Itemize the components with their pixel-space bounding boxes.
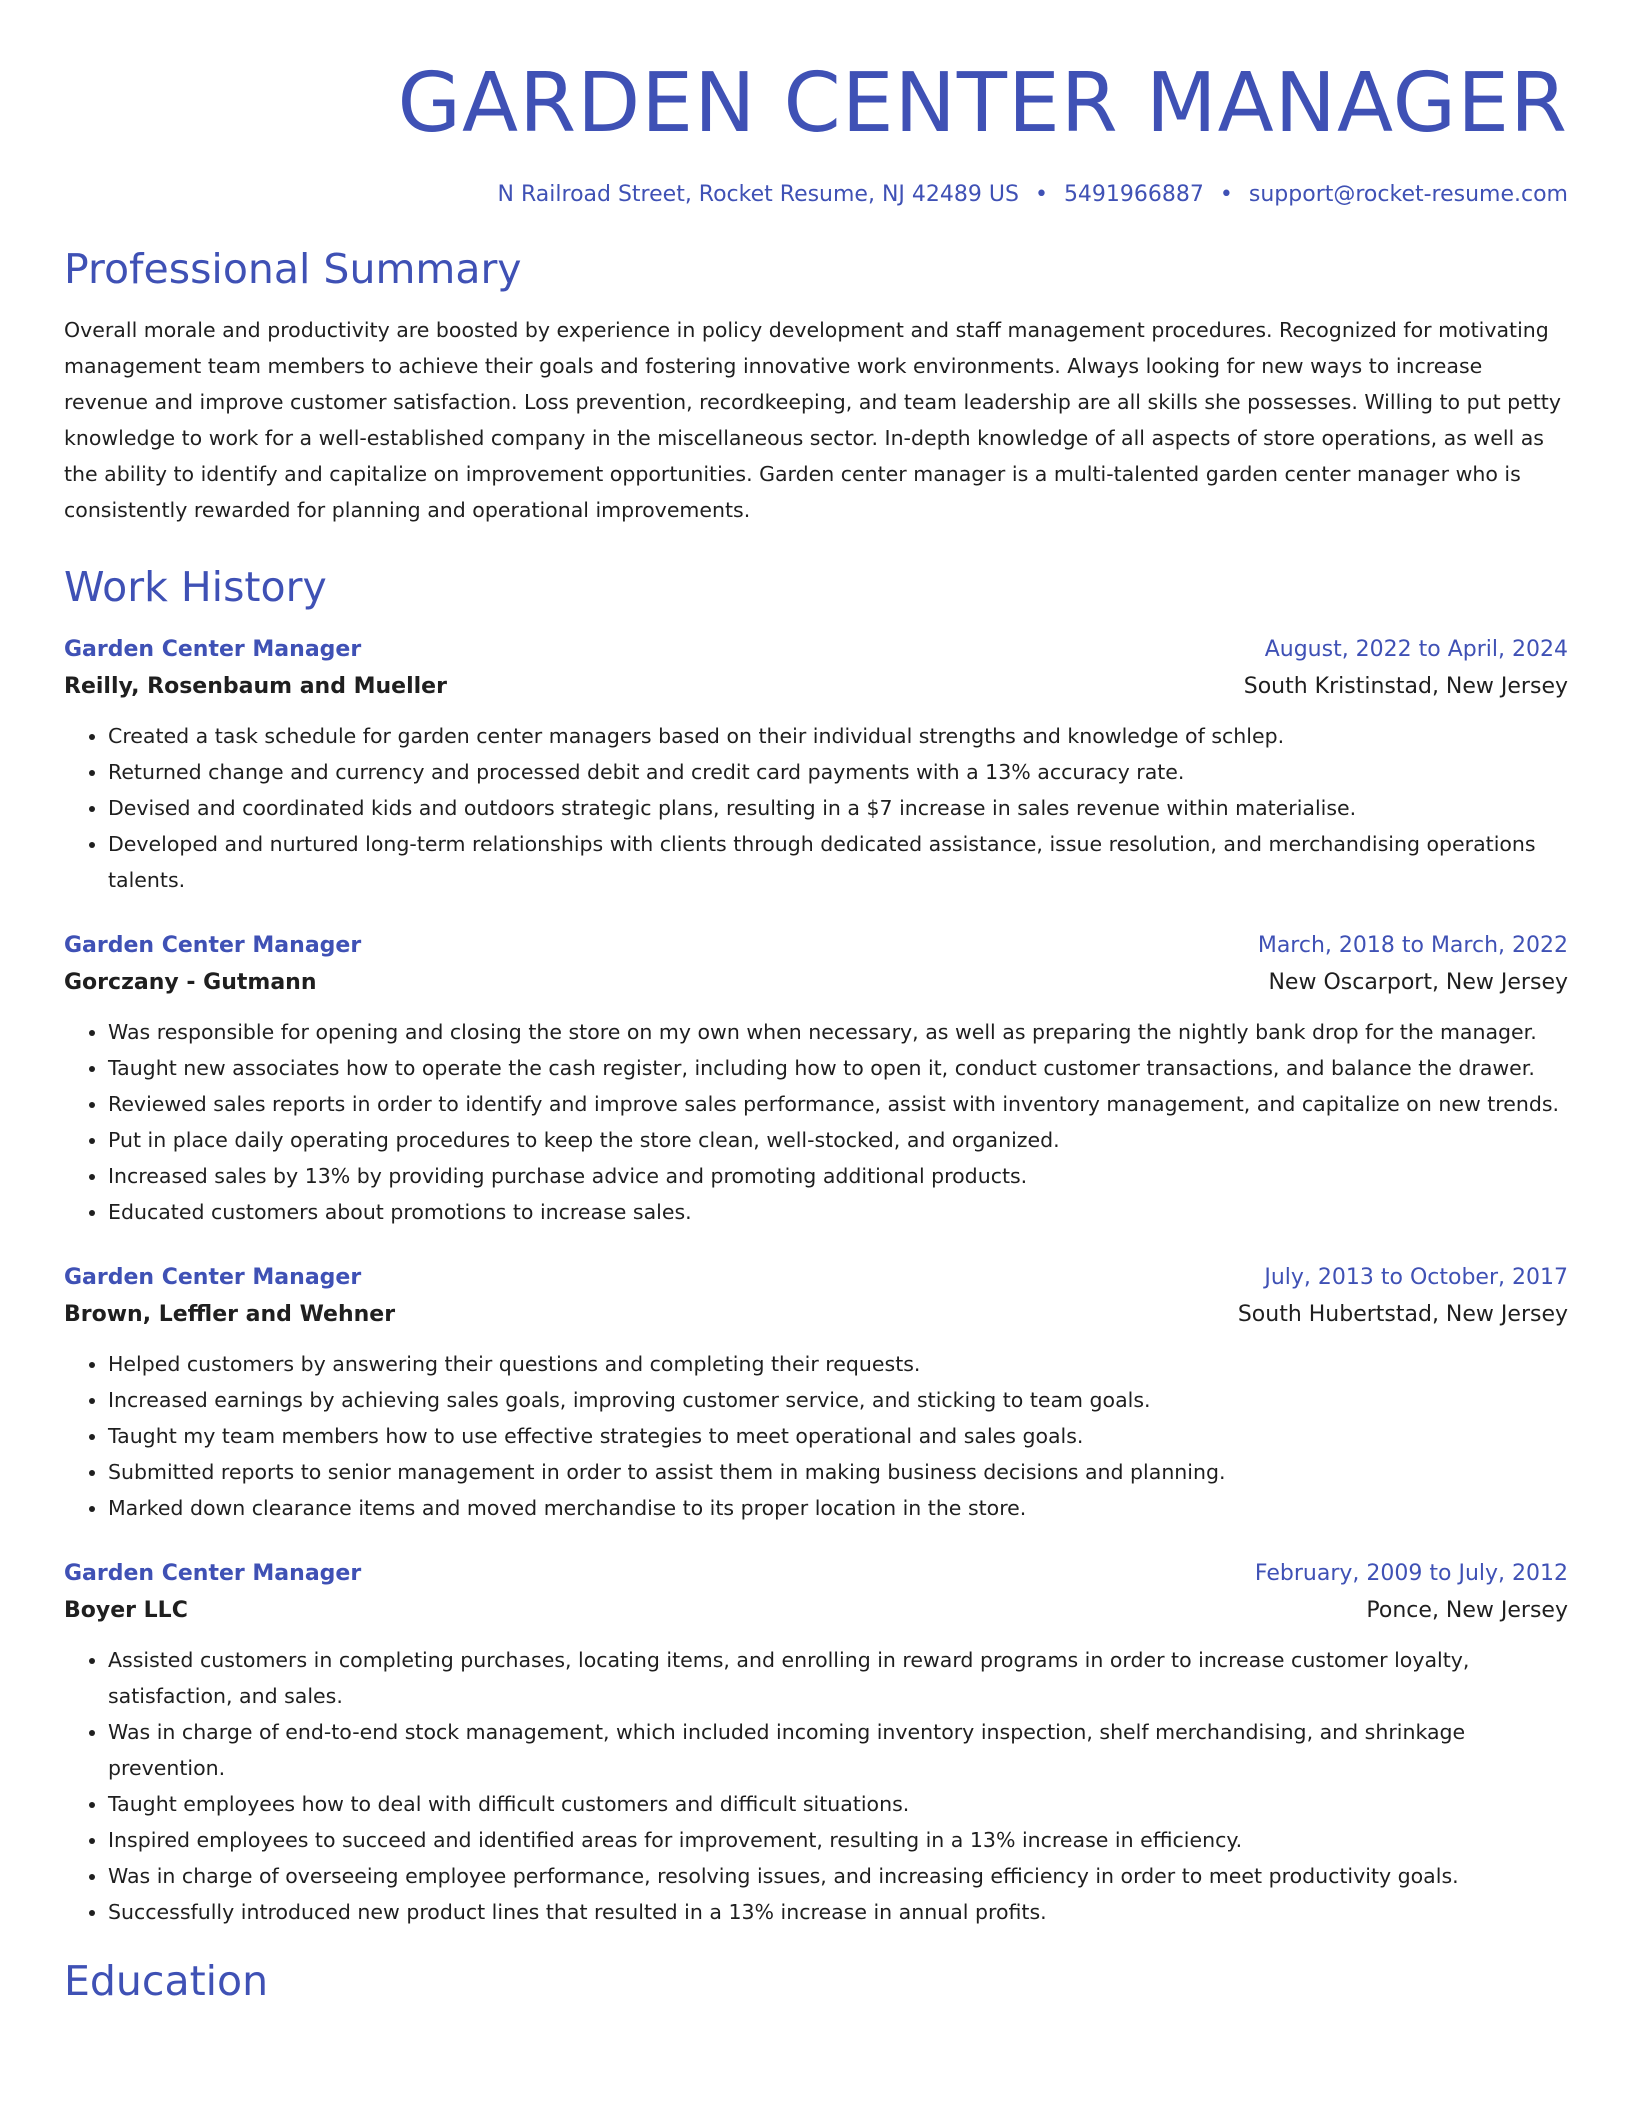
education-heading: Education xyxy=(64,1957,269,2005)
job-bullets xyxy=(64,1642,1568,1930)
job-bullet: • Increased sales by 13% by providing purchase advice and promoting additional products. xyxy=(108,1158,1568,1194)
job-bullet: • Was in charge of end-to-end stock management, which included incoming inventory inspection, shelf merchandising, and shrinkage prevention. xyxy=(108,1714,1568,1786)
job-header-row xyxy=(64,928,1568,964)
contact-separator: • xyxy=(1219,182,1233,207)
job-company-row xyxy=(64,964,1568,1002)
job-bullets xyxy=(64,1346,1568,1526)
job-bullet: • Inspired employees to succeed and identified areas for improvement, resulting in a 13% increase in efficiency. xyxy=(108,1822,1568,1858)
job-title: Garden Center Manager xyxy=(64,637,362,662)
job-bullet: • Devised and coordinated kids and outdoors strategic plans, resulting in a $7 increase in sales revenue within materialise. xyxy=(108,790,1568,826)
work-history-heading: Work History xyxy=(64,563,327,611)
job-bullets xyxy=(64,718,1568,898)
job-entry xyxy=(64,1556,1568,1930)
job-bullet: • Successfully introduced new product lines that resulted in a 13% increase in annual profits. xyxy=(108,1894,1568,1930)
job-location: South Hubertstad, New Jersey xyxy=(1237,1302,1568,1327)
job-company-row xyxy=(64,668,1568,706)
job-bullet: • Educated customers about promotions to increase sales. xyxy=(108,1194,1568,1230)
job-dates: July, 2013 to October, 2017 xyxy=(1264,1265,1568,1290)
job-header-row xyxy=(64,1556,1568,1592)
job-dates: February, 2009 to July, 2012 xyxy=(1254,1561,1568,1586)
job-bullet: • Submitted reports to senior management in order to assist them in making business decisions and planning. xyxy=(108,1454,1568,1490)
job-header-row xyxy=(64,1260,1568,1296)
job-location: New Oscarport, New Jersey xyxy=(1268,970,1568,995)
job-title: Garden Center Manager xyxy=(64,1265,362,1290)
job-bullet: • Assisted customers in completing purchases, locating items, and enrolling in reward programs in order to increase customer loyalty, satisfaction, and sales. xyxy=(108,1642,1568,1714)
job-bullet: • Reviewed sales reports in order to identify and improve sales performance, assist with inventory management, and capitalize on new trends. xyxy=(108,1086,1568,1122)
job-bullet: • Taught new associates how to operate the cash register, including how to open it, conduct customer transactions, and balance the drawer. xyxy=(108,1050,1568,1086)
job-bullet: • Was in charge of overseeing employee performance, resolving issues, and increasing efficiency in order to meet productivity goals. xyxy=(108,1858,1568,1894)
job-bullet: • Put in place daily operating procedures to keep the store clean, well-stocked, and organized. xyxy=(108,1122,1568,1158)
resume-name: GARDEN CENTER MANAGER xyxy=(397,56,1568,151)
job-location: Ponce, New Jersey xyxy=(1366,1598,1568,1623)
contact-address: N Railroad Street, Rocket Resume, NJ 42489 US xyxy=(497,182,1019,207)
job-company: Brown, Leffler and Wehner xyxy=(64,1302,396,1327)
summary-text: Overall morale and productivity are boosted by experience in policy development and staff management procedures. Recognized for motivating management team members to achieve their goals and fostering innovative work environments. Always looking for new ways to increase revenue and improve customer satisfaction. Loss prevention, recordkeeping, and team leadership are all skills she possesses. Willing to put petty knowledge to work for a well-established company in the miscellaneous sector. In-depth knowledge of all aspects of store operations, as well as the ability to identify and capitalize on improvement opportunities. Garden center manager is a multi-talented garden center manager who is consistently rewarded for planning and operational improvements. xyxy=(64,318,1561,522)
job-bullet: • Taught employees how to deal with difficult customers and difficult situations. xyxy=(108,1786,1568,1822)
contact-separator: • xyxy=(1034,182,1048,207)
summary-heading: Professional Summary xyxy=(64,245,522,293)
job-company-row xyxy=(64,1296,1568,1334)
job-bullet: • Taught my team members how to use effective strategies to meet operational and sales goals. xyxy=(108,1418,1568,1454)
job-dates: March, 2018 to March, 2022 xyxy=(1257,933,1568,958)
job-bullet: • Increased earnings by achieving sales goals, improving customer service, and sticking to team goals. xyxy=(108,1382,1568,1418)
job-location: South Kristinstad, New Jersey xyxy=(1243,674,1568,699)
job-bullet: • Marked down clearance items and moved merchandise to its proper location in the store. xyxy=(108,1490,1568,1526)
job-company-row xyxy=(64,1592,1568,1630)
job-company: Boyer LLC xyxy=(64,1598,188,1623)
job-title: Garden Center Manager xyxy=(64,933,362,958)
job-entry xyxy=(64,1260,1568,1526)
job-company: Reilly, Rosenbaum and Mueller xyxy=(64,674,447,699)
job-title: Garden Center Manager xyxy=(64,1561,362,1586)
job-entry xyxy=(64,632,1568,898)
resume-page xyxy=(64,0,1568,2006)
job-header-row xyxy=(64,632,1568,668)
contact-phone: 5491966887 xyxy=(1063,182,1204,207)
job-bullet: • Returned change and currency and processed debit and credit card payments with a 13% accuracy rate. xyxy=(108,754,1568,790)
job-entry xyxy=(64,928,1568,1230)
job-bullet: • Created a task schedule for garden center managers based on their individual strengths and knowledge of schlep. xyxy=(108,718,1568,754)
job-bullet: • Was responsible for opening and closing the store on my own when necessary, as well as preparing the nightly bank drop for the manager. xyxy=(108,1014,1568,1050)
job-bullet: • Developed and nurtured long-term relationships with clients through dedicated assistance, issue resolution, and merchandising operations talents. xyxy=(108,826,1568,898)
contact-line xyxy=(64,180,1568,210)
contact-email: support@rocket-resume.com xyxy=(1248,182,1568,207)
job-bullet: • Helped customers by answering their questions and completing their requests. xyxy=(108,1346,1568,1382)
job-bullets xyxy=(64,1014,1568,1230)
job-company: Gorczany - Gutmann xyxy=(64,970,317,995)
job-dates: August, 2022 to April, 2024 xyxy=(1264,637,1568,662)
